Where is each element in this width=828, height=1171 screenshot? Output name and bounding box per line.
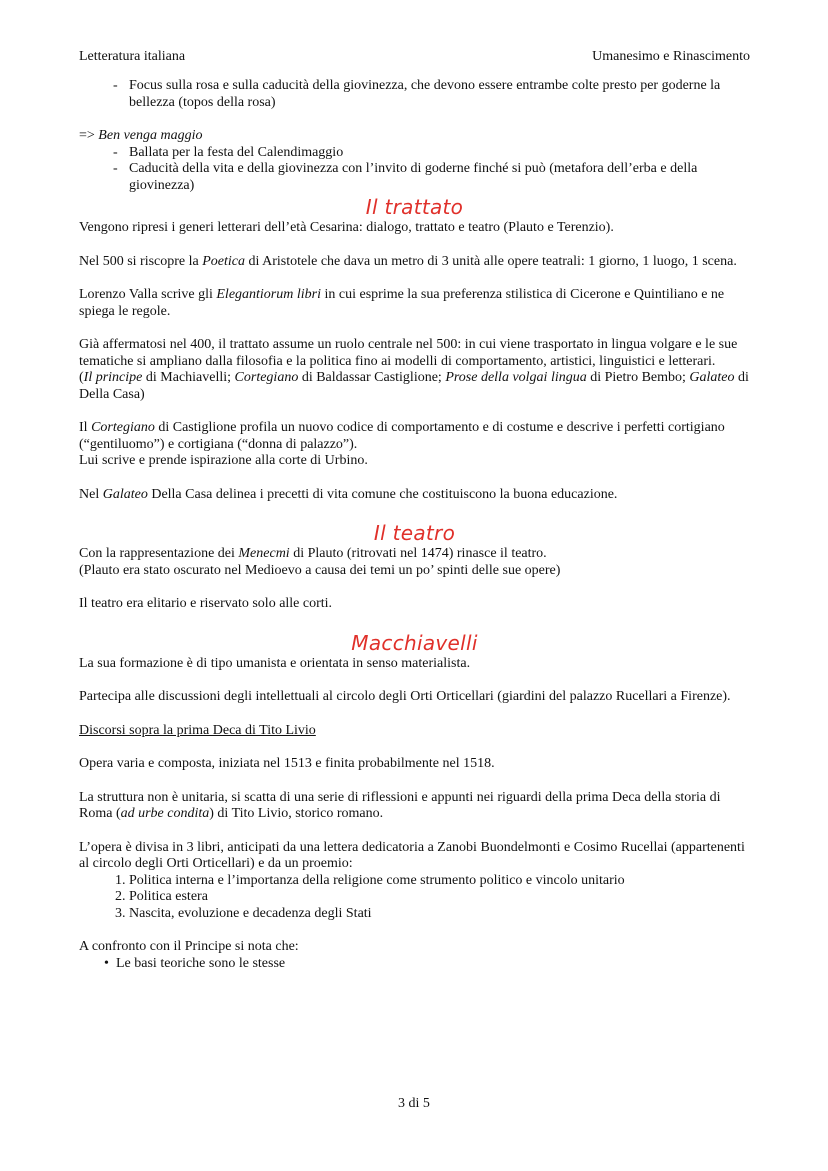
machiavelli-paragraph: A confronto con il Principe si nota che: xyxy=(79,939,299,954)
machiavelli-paragraph: La sua formazione è di tipo umanista e orientata in senso materialista. xyxy=(79,655,471,671)
ben-venga-list xyxy=(79,145,750,195)
trattato-paragraph: Vengono ripresi i generi letterari dell’età Cesarina: dialogo, trattato e teatro (Plauto e Terenzio). xyxy=(79,220,614,235)
teatro-paragraph: Con la rappresentazione dei Menecmi di Plauto (ritrovati nel 1474) rinasce il teatro. (Plauto era stato oscurato nel Medioevo a causa dei temi un po’ spinti delle sue opere) xyxy=(79,546,561,578)
section-title-trattato: Il trattato xyxy=(365,195,464,219)
list-item: - Ballata per la festa del Calendimaggio xyxy=(129,145,750,162)
trattato-paragraph: Nel Galateo Della Casa delinea i precetti di vita comune che costituiscono la buona educazione. xyxy=(79,486,618,502)
trattato-paragraph: Già affermatosi nel 400, il trattato assume un ruolo centrale nel 500: in cui viene trasportato in lingua volgare e le sue tematiche si ampliano dalla filosofia e la politica fino ai modelli di comportamento, artistici, linguistici e letterari. (Il principe di Machiavelli; Cortegiano di Baldassar Castiglione; Prose della volgai lingua di Pietro Bembo; Galateo di Della Casa) xyxy=(79,337,749,402)
discorsi-subheading: Discorsi sopra la prima Deca di Tito Livio xyxy=(79,722,316,738)
rosa-bullet-list xyxy=(79,78,750,111)
section-title-machiavelli: Macchiavelli xyxy=(351,630,478,655)
rosa-bullet: - Focus sulla rosa e sulla caducità della giovinezza, che devono essere entrambe colte presto per goderne la bellezza (topos della rosa) xyxy=(129,78,750,111)
arrow-marker: => xyxy=(79,128,99,143)
ben-venga-title: Ben venga maggio xyxy=(98,128,203,143)
page-number: 3 di 5 xyxy=(398,1096,430,1111)
machiavelli-paragraph: L’opera è divisa in 3 libri, anticipati da una lettera dedicatoria a Zanobi Buondelmonti e Cosimo Rucellai (appartenenti al circolo degli Orti Orticellari) e da un proemio: xyxy=(79,839,745,871)
teatro-paragraph: Il teatro era elitario e riservato solo alle corti. xyxy=(79,596,333,611)
list-item: 3. Nascita, evoluzione e decadenza degli Stati xyxy=(129,906,750,923)
list-item: - Caducità della vita e della giovinezza con l’invito di goderne finché si può (metafora dell’erba e della giovinezza) xyxy=(129,161,750,194)
machiavelli-paragraph: La struttura non è unitaria, si scatta di una serie di riflessioni e appunti nei riguardi della prima Deca della storia di Roma (ad urbe condita) di Tito Livio, storico romano. xyxy=(79,789,721,821)
trattato-paragraph: Nel 500 si riscopre la Poetica di Aristotele che dava un metro di 3 unità alle opere teatrali: 1 giorno, 1 luogo, 1 scena. xyxy=(79,253,737,269)
page-content xyxy=(79,78,750,972)
confronto-list xyxy=(79,956,750,973)
list-item: • Le basi teoriche sono le stesse xyxy=(116,956,750,973)
ben-venga-heading xyxy=(79,128,750,145)
libri-list xyxy=(79,873,750,923)
machiavelli-paragraph: Partecipa alle discussioni degli intellettuali al circolo degli Orti Orticellari (giardini del palazzo Rucellari a Firenze). xyxy=(79,689,731,704)
section-title-teatro: Il teatro xyxy=(373,521,456,545)
header-topic: Umanesimo e Rinascimento xyxy=(592,49,750,64)
trattato-paragraph: Lorenzo Valla scrive gli Elegantiorum libri in cui esprime la sua preferenza stilistica di Cicerone e Quintiliano e ne spiega le regole. xyxy=(79,287,725,319)
machiavelli-paragraph: Opera varia e composta, iniziata nel 1513 e finita probabilmente nel 1518. xyxy=(79,756,495,771)
list-item: 2. Politica estera xyxy=(129,889,750,906)
list-item: 1. Politica interna e l’importanza della religione come strumento politico e vincolo unitario xyxy=(129,873,750,890)
page-header xyxy=(79,49,750,66)
trattato-paragraph: Il Cortegiano di Castiglione profila un nuovo codice di comportamento e di costume e descrive i perfetti cortigiano (“gentiluomo”) e cortigiana (“donna di palazzo”). Lui scrive e prende ispirazione alla corte di Urbino. xyxy=(79,420,725,468)
header-subject: Letteratura italiana xyxy=(79,49,186,64)
